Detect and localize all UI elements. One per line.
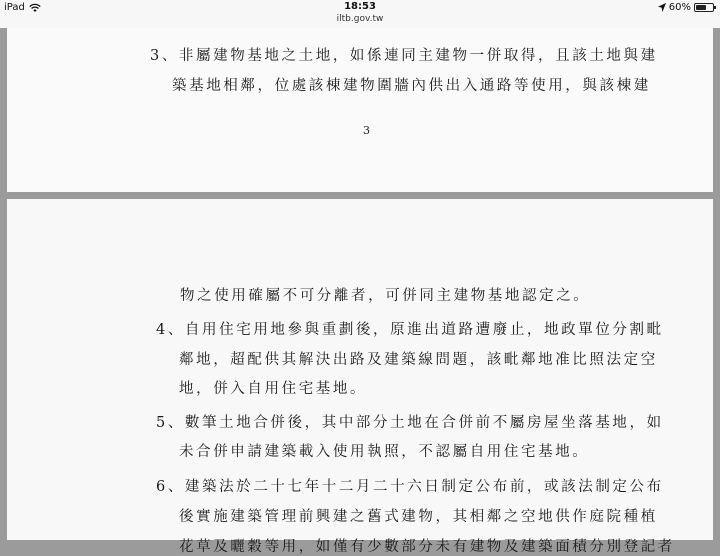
text-line: 花草及曬穀等用，如僅有少數部分未有建物及建築面積分別登記者	[179, 539, 675, 555]
text-line: 地，併入自用住宅基地。	[179, 381, 368, 397]
battery-percent: 60%	[668, 2, 691, 13]
text-line: 6、建築法於二十七年十二月二十六日制定公布前，或該法制定公布	[156, 479, 664, 495]
text-line: 築基地相鄰，位處該棟建物圍牆內供出入通路等使用，與該棟建	[172, 78, 651, 94]
text-line: 5、數筆土地合併後，其中部分土地在合併前不屬房屋坐落基地，如	[156, 415, 664, 431]
battery-level-fill	[696, 5, 706, 10]
status-bar	[0, 0, 720, 28]
battery-icon	[694, 3, 714, 12]
page-number: 3	[363, 124, 370, 137]
document-page	[7, 28, 713, 192]
device-name: iPad	[4, 2, 25, 13]
text-line: 後實施建築管理前興建之舊式建物，其相鄰之空地供作庭院種植	[179, 509, 658, 525]
text-line: 未合併申請建築載入使用執照，不認屬自用住宅基地。	[179, 444, 590, 460]
text-line: 鄰地，超配供其解決出路及建築線問題，該毗鄰地准比照法定空	[179, 352, 658, 368]
status-right	[658, 2, 714, 13]
location-icon	[658, 3, 666, 12]
text-line: 3、非屬建物基地之土地，如係連同主建物一併取得，且該土地與建	[150, 48, 658, 64]
battery-nub	[714, 6, 716, 9]
clock: 18:53	[344, 1, 376, 12]
address-url[interactable]: iltb.gov.tw	[336, 14, 384, 24]
text-line: 物之使用確屬不可分離者，可併同主建物基地認定之。	[180, 288, 591, 304]
document-page	[7, 199, 713, 555]
text-line: 4、自用住宅用地參與重劃後，原進出道路遭廢止，地政單位分割毗	[156, 322, 664, 338]
status-center	[0, 1, 720, 25]
